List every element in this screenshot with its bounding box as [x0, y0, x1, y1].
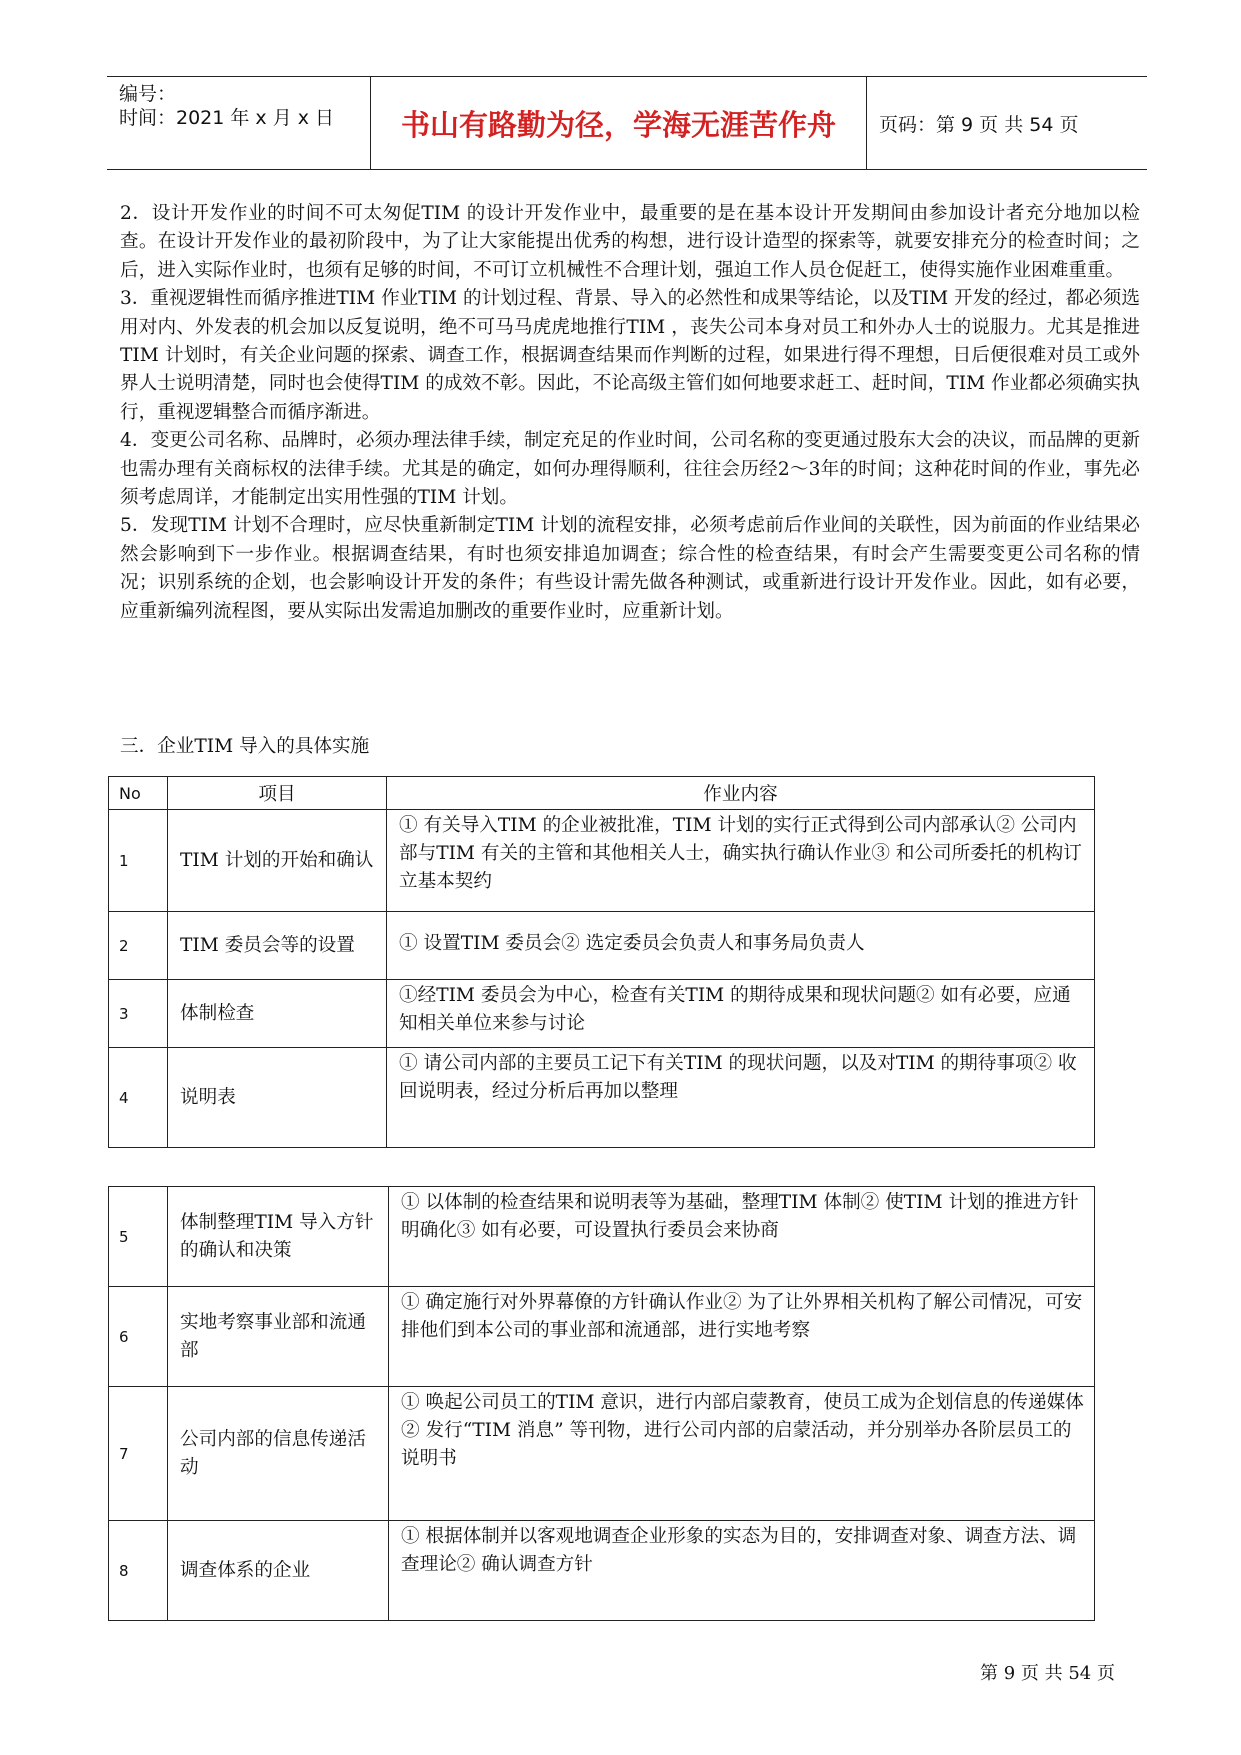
paragraph: 4．变更公司名称、品牌时，必须办理法律手续，制定充足的作业时间，公司名称的变更通过股东大会的决议，而品牌的更新也需办理有关商标权的法律手续。尤其是的确定，如何办理得顺利，往往会历经2～3年的时间；这种花时间的作业，事先必须考虑周详，才能制定出实用性强的TIM 计划。 — [120, 430, 1140, 509]
page-label: 页码：第 9 页 共 54 页 — [879, 113, 1079, 136]
header-no: No — [109, 777, 168, 810]
row-no: 4 — [109, 1048, 168, 1148]
row-item: 实地考察事业部和流通部 — [168, 1287, 389, 1387]
table-row — [109, 980, 1095, 1048]
row-content: ① 设置TIM 委员会② 选定委员会负责人和事务局负责人 — [387, 912, 1095, 980]
row-item: 调查体系的企业 — [168, 1521, 389, 1621]
time-label: 时间：2021 年 x 月 x 日 — [119, 107, 335, 129]
row-no: 3 — [109, 980, 168, 1048]
header-item: 项目 — [168, 777, 387, 810]
page-footer: 第 9 页 共 54 页 — [980, 1663, 1115, 1684]
table-row — [109, 1048, 1095, 1148]
row-item: TIM 委员会等的设置 — [168, 912, 387, 980]
implementation-table — [108, 776, 1095, 1148]
row-item: 体制整理TIM 导入方针的确认和决策 — [168, 1187, 389, 1287]
row-no: 8 — [109, 1521, 168, 1621]
code-label: 编号： — [119, 83, 177, 105]
table-row — [109, 810, 1095, 912]
table-header-row — [109, 777, 1095, 810]
table-row — [109, 912, 1095, 980]
row-item: 说明表 — [168, 1048, 387, 1148]
row-content: ① 请公司内部的主要员工记下有关TIM 的现状问题，以及对TIM 的期待事项② 收回说明表，经过分析后再加以整理 — [387, 1048, 1095, 1148]
header-page — [867, 77, 1147, 169]
header-motto — [370, 77, 867, 169]
implementation-table-continued — [108, 1186, 1095, 1621]
row-no: 5 — [109, 1187, 168, 1287]
row-no: 2 — [109, 912, 168, 980]
row-no: 6 — [109, 1287, 168, 1387]
row-item: 公司内部的信息传递活动 — [168, 1387, 389, 1521]
header-content: 作业内容 — [387, 777, 1095, 810]
table-row — [109, 1387, 1095, 1521]
header-meta — [107, 77, 369, 169]
table-row — [109, 1521, 1095, 1621]
paragraph: 2．设计开发作业的时间不可太匆促TIM 的设计开发作业中，最重要的是在基本设计开发期间由参加设计者充分地加以检查。在设计开发作业的最初阶段中，为了让大家能提出优秀的构想，进行设计造型的探索等，就要安排充分的检查时间；之后，进入实际作业时，也须有足够的时间，不可订立机械性不合理计划，强迫工作人员仓促赶工，使得实施作业困难重重。 — [120, 203, 1140, 281]
row-content: ① 有关导入TIM 的企业被批准，TIM 计划的实行正式得到公司内部承认② 公司内部与TIM 有关的主管和其他相关人士，确实执行确认作业③ 和公司所委托的机构订立基本契约 — [387, 810, 1095, 912]
motto-text: 书山有路勤为径，学海无涯苦作舟 — [400, 107, 836, 142]
table-row — [109, 1187, 1095, 1287]
body-text — [120, 200, 1140, 626]
row-no: 1 — [109, 810, 168, 912]
page-header — [107, 76, 1147, 170]
paragraph: 3．重视逻辑性而循序推进TIM 作业TIM 的计划过程、背景、导入的必然性和成果等结论，以及TIM 开发的经过，都必须选用对内、外发表的机会加以反复说明，绝不可马马虎虎地推行TIM ，丧失公司本身对员工和外办人士的说服力。尤其是推进TIM 计划时，有关企业问题的探索、调查工作，根据调查结果而作判断的过程，如果进行得不理想，日后便很难对员工或外界人士说明清楚，同时也会使得TIM 的成效不彰。因此，不论高级主管们如何地要求赶工、赶时间，TIM 作业都必须确实执行，重视逻辑整合而循序渐进。 — [120, 288, 1140, 423]
row-content: ① 以体制的检查结果和说明表等为基础，整理TIM 体制② 使TIM 计划的推进方针明确化③ 如有必要，可设置执行委员会来协商 — [389, 1187, 1095, 1287]
table-row — [109, 1287, 1095, 1387]
row-content: ① 确定施行对外界幕僚的方针确认作业② 为了让外界相关机构了解公司情况，可安排他们到本公司的事业部和流通部，进行实地考察 — [389, 1287, 1095, 1387]
paragraph: 5．发现TIM 计划不合理时，应尽快重新制定TIM 计划的流程安排，必须考虑前后作业间的关联性，因为前面的作业结果必然会影响到下一步作业。根据调查结果，有时也须安排追加调查；综合性的检查结果，有时会产生需要变更公司名称的情况；识别系统的企划，也会影响设计开发的条件；有些设计需先做各种测试，或重新进行设计开发作业。因此，如有必要，应重新编列流程图，要从实际出发需追加删改的重要作业时，应重新计划。 — [120, 515, 1140, 622]
section-title: 三．企业TIM 导入的具体实施 — [120, 736, 370, 757]
row-item: TIM 计划的开始和确认 — [168, 810, 387, 912]
row-no: 7 — [109, 1387, 168, 1521]
row-content: ①经TIM 委员会为中心，检查有关TIM 的期待成果和现状问题② 如有必要，应通知相关单位来参与讨论 — [387, 980, 1095, 1048]
row-content: ① 根据体制并以客观地调查企业形象的实态为目的，安排调查对象、调查方法、调查理论② 确认调查方针 — [389, 1521, 1095, 1621]
row-item: 体制检查 — [168, 980, 387, 1048]
row-content: ① 唤起公司员工的TIM 意识，进行内部启蒙教育，使员工成为企划信息的传递媒体② 发行“TIM 消息” 等刊物，进行公司内部的启蒙活动，并分别举办各阶层员工的说明书 — [389, 1387, 1095, 1521]
